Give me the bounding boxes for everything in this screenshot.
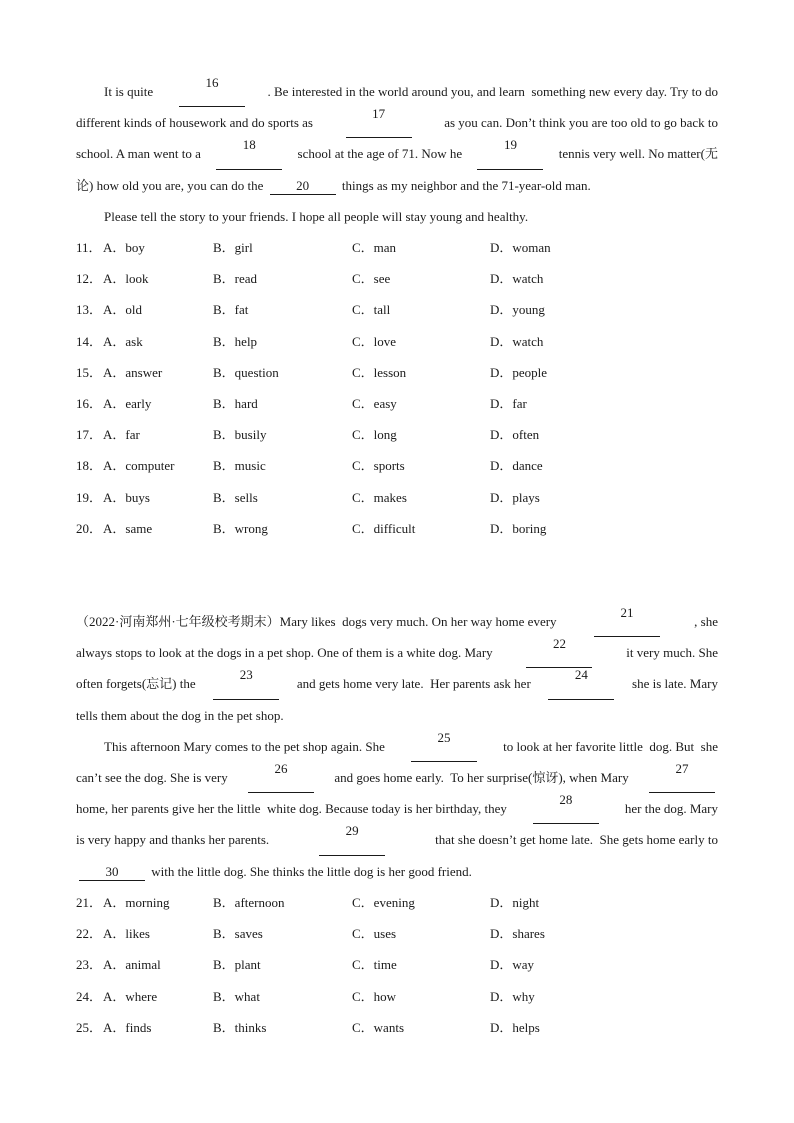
question-row xyxy=(76,981,716,1012)
option-d: D．young xyxy=(490,302,545,318)
option-c: C．tall xyxy=(352,302,391,318)
passage-text: school. A man went to a xyxy=(76,146,205,162)
option-c: C．time xyxy=(352,957,397,973)
question-number: 19． xyxy=(76,489,103,505)
question-number: 18． xyxy=(76,458,103,474)
question-number: 24． xyxy=(76,988,103,1004)
passage-text: , she xyxy=(694,614,718,629)
option-d: D．dance xyxy=(490,458,543,474)
passage-text: her the dog. Mary xyxy=(621,801,718,817)
passage-line xyxy=(76,107,718,138)
option-a: A．likes xyxy=(103,926,150,942)
option-d: D．far xyxy=(490,395,527,411)
answer-blank: 23 xyxy=(213,668,279,699)
answer-blank: 17 xyxy=(346,107,412,138)
option-a: A．ask xyxy=(103,333,143,349)
answer-blank: 18 xyxy=(216,138,282,169)
question-number: 16． xyxy=(76,395,103,411)
option-a: A．animal xyxy=(103,957,161,973)
option-c: C．makes xyxy=(352,489,407,505)
passage-text: she is late. Mary xyxy=(628,676,718,692)
answer-blank: 25 xyxy=(411,731,477,762)
passage-text: to look at her favorite little dog. But she xyxy=(499,738,718,754)
option-a: A．morning xyxy=(103,895,170,910)
passage-text: tells them about the dog in the pet shop. xyxy=(76,707,284,723)
question-row xyxy=(76,419,716,450)
question-number: 12． xyxy=(76,271,103,287)
passage-text: that she doesn’t get home late. She gets home early to xyxy=(431,832,718,848)
passage-line xyxy=(76,637,718,668)
option-a: A．answer xyxy=(103,364,163,380)
question-row xyxy=(76,357,716,388)
question-row xyxy=(76,918,716,949)
option-c: C．long xyxy=(352,427,397,443)
passage-text: often forgets(忘记) the xyxy=(76,676,199,692)
question-list-1 xyxy=(76,232,716,544)
passage-text: . Be interested in the world around you, and learn something new every day. Try to do xyxy=(267,84,718,99)
option-b: B．sells xyxy=(213,489,258,505)
option-d: D．often xyxy=(490,427,540,443)
option-d: D．watch xyxy=(490,271,544,287)
passage-line xyxy=(76,824,718,855)
option-a: A．look xyxy=(103,271,149,287)
passage-line xyxy=(76,138,718,169)
answer-blank: 19 xyxy=(477,138,543,169)
question-row xyxy=(76,949,716,980)
question-row xyxy=(76,482,716,513)
option-c: C．man xyxy=(352,240,397,255)
passage-line xyxy=(76,762,718,793)
question-number: 22． xyxy=(76,926,103,942)
question-number: 23． xyxy=(76,957,103,973)
passage-text: as you can. Don’t think you are too old to go back to xyxy=(440,115,718,131)
passage-2 xyxy=(76,606,718,887)
option-b: B．saves xyxy=(213,926,263,942)
option-b: B．read xyxy=(213,271,258,287)
option-d: D．why xyxy=(490,988,535,1004)
question-number: 13． xyxy=(76,302,103,318)
option-d: D．woman xyxy=(490,240,551,255)
question-row xyxy=(76,388,716,419)
option-b: B．help xyxy=(213,333,258,349)
option-c: C．see xyxy=(352,271,391,287)
question-row xyxy=(76,232,716,263)
option-c: C．wants xyxy=(352,1019,405,1035)
answer-blank: 27 xyxy=(649,762,715,793)
answer-blank: 22 xyxy=(526,637,592,668)
passage-text: and gets home very late. Her parents ask her xyxy=(293,676,535,692)
passage-text: home, her parents give her the little white dog. Because today is her birthday, they xyxy=(76,801,511,817)
passage-line xyxy=(76,170,718,201)
question-number: 25． xyxy=(76,1019,103,1035)
option-a: A．finds xyxy=(103,1019,152,1035)
passage-line xyxy=(76,793,718,824)
passage-text: is very happy and thanks her parents. xyxy=(76,832,273,848)
option-d: D．watch xyxy=(490,333,544,349)
passage-text: It is quite xyxy=(104,84,157,99)
question-row xyxy=(76,513,716,544)
option-c: C．difficult xyxy=(352,520,416,536)
option-c: C．lesson xyxy=(352,364,407,380)
question-number: 11． xyxy=(76,240,102,255)
answer-blank: 24 xyxy=(548,668,614,699)
option-a: A．old xyxy=(103,302,143,318)
option-d: D．night xyxy=(490,895,540,910)
answer-blank: 16 xyxy=(179,76,245,107)
option-c: C．love xyxy=(352,333,397,349)
question-number: 21． xyxy=(76,895,103,910)
passage-text: school at the age of 71. Now he xyxy=(294,146,466,162)
passage-text: and goes home early. To her surprise(惊讶), when Mary xyxy=(331,769,632,785)
passage-text: 论) how old you are, you can do the xyxy=(76,177,267,193)
passage-line xyxy=(76,856,718,887)
question-row xyxy=(76,1012,716,1043)
passage-line xyxy=(76,201,718,232)
passage-text: This afternoon Mary comes to the pet shop again. She xyxy=(104,738,389,754)
answer-blank: 21 xyxy=(594,606,660,637)
option-a: A．buys xyxy=(103,489,150,505)
option-b: B．afternoon xyxy=(213,895,285,910)
question-list-2 xyxy=(76,887,716,1043)
option-a: A．far xyxy=(103,427,140,443)
question-row xyxy=(76,887,716,918)
option-a: A．boy xyxy=(103,240,145,255)
option-b: B．music xyxy=(213,458,266,474)
passage-text: with the little dog. She thinks the little dog is her good friend. xyxy=(148,863,472,879)
passage-text: （2022·河南郑州·七年级校考期末）Mary likes dogs very much. On her way home every xyxy=(76,614,560,629)
option-b: B．thinks xyxy=(213,1019,267,1035)
option-b: B．wrong xyxy=(213,520,268,536)
passage-line xyxy=(76,668,718,699)
option-c: C．uses xyxy=(352,926,397,942)
passage-line xyxy=(76,606,718,637)
passage-text: tennis very well. No matter(无 xyxy=(555,146,718,162)
answer-blank: 20 xyxy=(270,179,336,195)
question-number: 17． xyxy=(76,427,103,443)
question-row xyxy=(76,294,716,325)
option-a: A．computer xyxy=(103,458,175,474)
option-d: D．way xyxy=(490,957,535,973)
question-number: 20． xyxy=(76,520,103,536)
option-b: B．question xyxy=(213,364,279,380)
option-d: D．boring xyxy=(490,520,547,536)
option-d: D．plays xyxy=(490,489,540,505)
option-a: A．early xyxy=(103,395,152,411)
question-number: 15． xyxy=(76,364,103,380)
option-a: A．where xyxy=(103,988,158,1004)
option-d: D．shares xyxy=(490,926,545,942)
option-a: A．same xyxy=(103,520,153,536)
option-c: C．how xyxy=(352,988,397,1004)
passage-line xyxy=(76,700,718,731)
option-b: B．busily xyxy=(213,427,267,443)
passage-line xyxy=(76,731,718,762)
answer-blank: 29 xyxy=(319,824,385,855)
option-c: C．easy xyxy=(352,395,397,411)
option-b: B．what xyxy=(213,988,260,1004)
passage-1 xyxy=(76,76,718,232)
passage-text: Please tell the story to your friends. I hope all people will stay young and healthy. xyxy=(104,208,529,224)
question-row xyxy=(76,263,716,294)
question-number: 14． xyxy=(76,333,103,349)
passage-text: things as my neighbor and the 71-year-old man. xyxy=(338,177,591,193)
option-c: C．evening xyxy=(352,895,415,910)
passage-text: can’t see the dog. She is very xyxy=(76,769,231,785)
passage-text: it very much. She xyxy=(623,645,718,661)
answer-blank: 30 xyxy=(79,865,145,881)
question-row xyxy=(76,326,716,357)
option-d: D．helps xyxy=(490,1019,540,1035)
option-b: B．girl xyxy=(213,240,253,255)
option-b: B．plant xyxy=(213,957,261,973)
option-b: B．fat xyxy=(213,302,249,318)
answer-blank: 28 xyxy=(533,793,599,824)
answer-blank: 26 xyxy=(248,762,314,793)
option-d: D．people xyxy=(490,364,548,380)
option-b: B．hard xyxy=(213,395,258,411)
passage-text: always stops to look at the dogs in a pet shop. One of them is a white dog. Mary xyxy=(76,645,496,661)
option-c: C．sports xyxy=(352,458,405,474)
passage-text: different kinds of housework and do sports as xyxy=(76,115,317,131)
question-row xyxy=(76,450,716,481)
passage-line xyxy=(76,76,718,107)
